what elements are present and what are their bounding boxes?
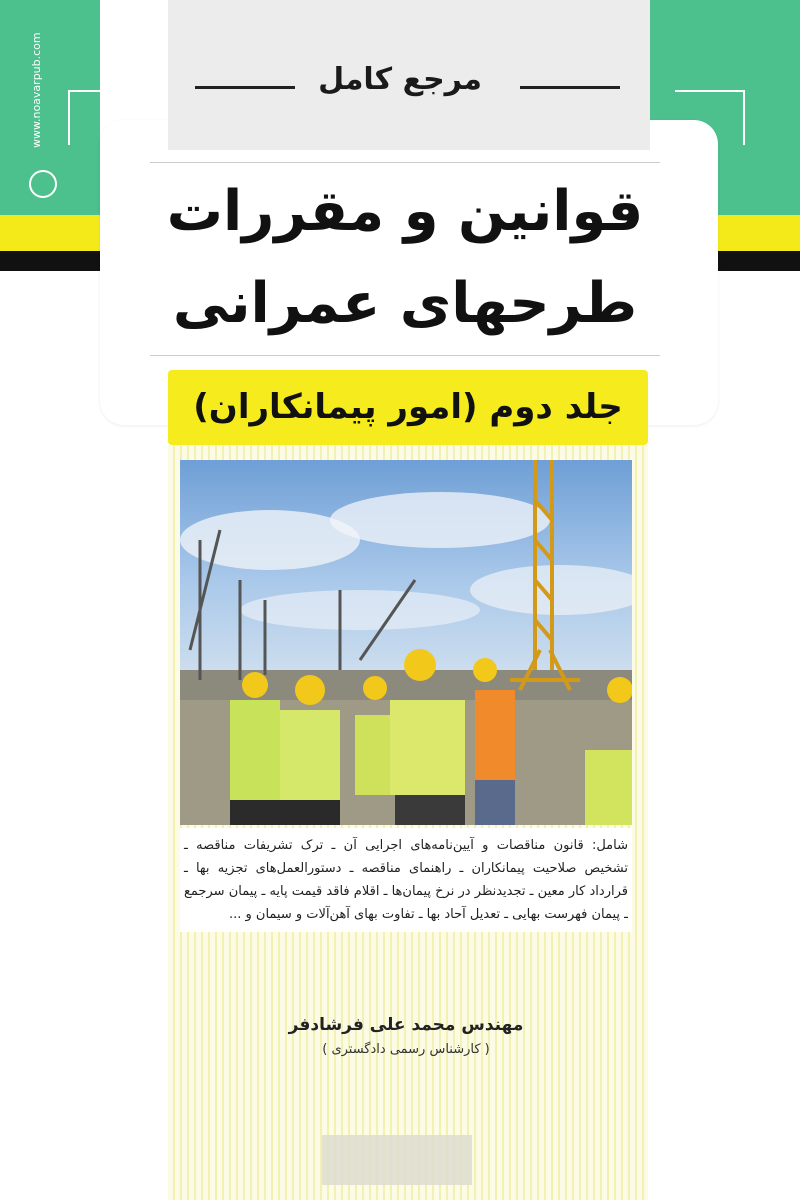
yellow-band-right (718, 215, 800, 251)
cover-photo (180, 460, 632, 825)
decorative-line (743, 90, 745, 145)
book-title-line-1: قوانین و مقررات (166, 179, 644, 244)
decorative-line (675, 90, 745, 92)
yellow-band-left (0, 215, 100, 251)
series-label: مرجع کامل (318, 62, 482, 97)
contents-summary: شامل: قانون مناقصات و آیین‌نامه‌های اجرایی آن ـ ترک تشریفات مناقصه ـ تشخیص صلاحیت پیمانکاران ـ راهنمای مناقصه ـ دستورالعمل‌های تجزیه بها ـ قرارداد کار معین ـ تجدیدنظر در نرخ پیمان‌ها ـ اقلام فاقد قیمت پایه ـ پیمان سرجمع ـ پیمان فهرست بهایی ـ تعدیل آحاد بها ـ تفاوت بهای آهن‌آلات و سیمان و ... (180, 828, 632, 932)
construction-site-image (180, 460, 632, 825)
black-band-right (718, 251, 800, 271)
decorative-line (70, 90, 140, 92)
book-title-line-2: طرحهای عمرانی (172, 271, 638, 336)
publisher-logo-icon (29, 170, 57, 198)
publisher-url: www.noavarpub.com (30, 32, 43, 148)
divider (150, 355, 660, 356)
volume-label: جلد دوم (امور پیمانکاران) (193, 387, 623, 427)
publisher-stamp (322, 1135, 472, 1185)
author-name: مهندس محمد علی فرشادفر (288, 1015, 524, 1035)
decorative-line (68, 90, 70, 145)
black-band-left (0, 251, 100, 271)
author-title: ( کارشناس رسمی دادگستری ) (322, 1042, 490, 1057)
divider (150, 162, 660, 163)
